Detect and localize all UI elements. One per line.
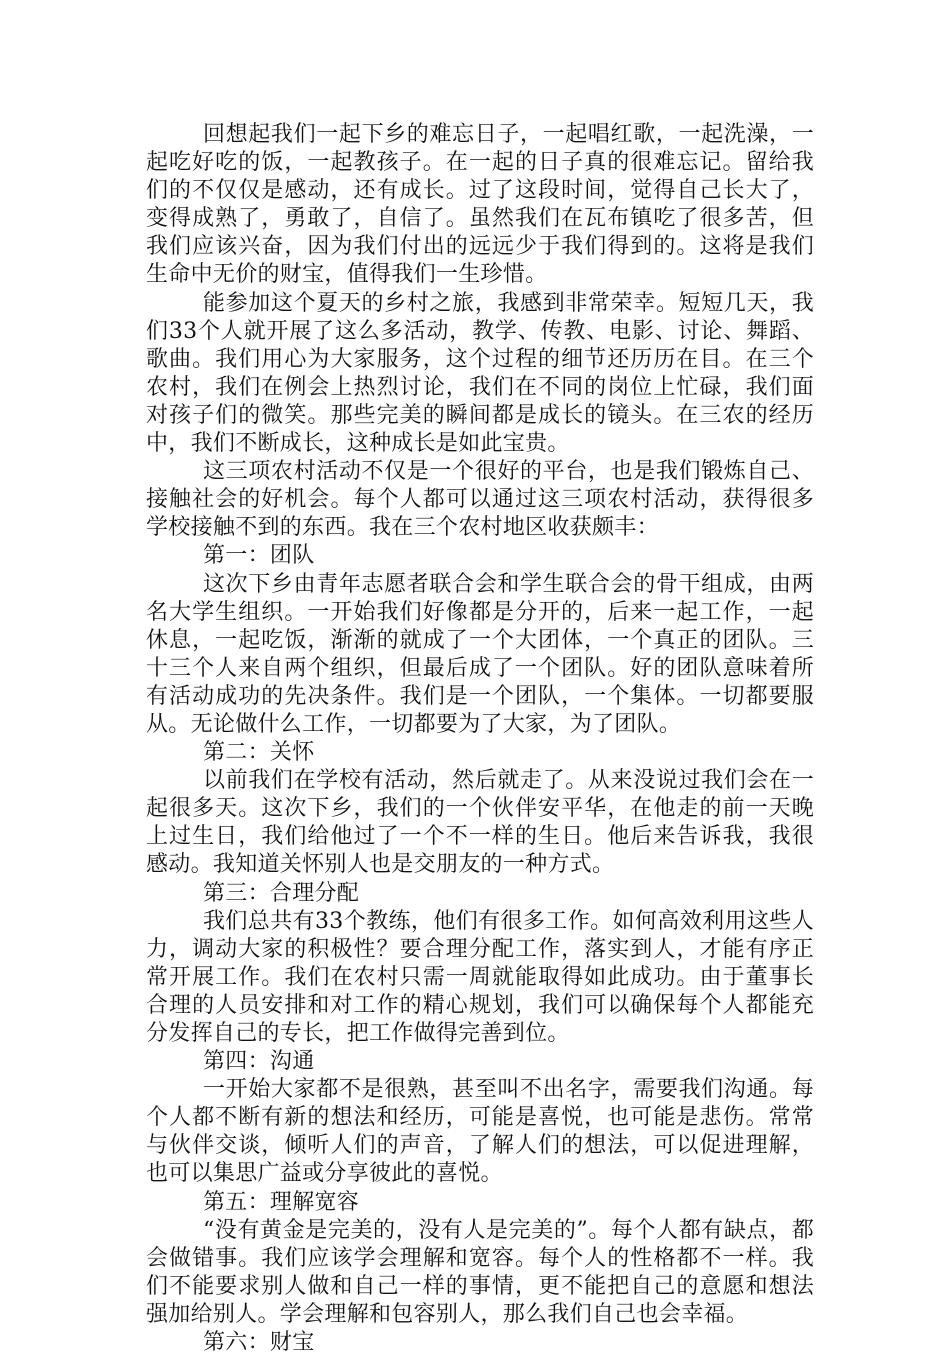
heading-treasure: 第六：财宝: [203, 1330, 315, 1356]
paragraph-care: 以前我们在学校有活动，然后就走了。从来没说过我们会在一起很多天。这次下乡，我们的一个伙伴安平华，在他走的前一天晚上过生日，我们给他过了一个不一样的生日。他后来告诉我，我很感动。我知道关怀别人也是交朋友的一种方式。: [146, 768, 814, 878]
paragraph-communication: 一开始大家都不是很熟，甚至叫不出名字，需要我们沟通。每个人都不断有新的想法和经历，可能是喜悦，也可能是悲伤。常常与伙伴交谈，倾听人们的声音，了解人们的想法，可以促进理解，也可以集思广益或分享彼此的喜悦。: [146, 1077, 814, 1187]
paragraph-reminiscence: 回想起我们一起下乡的难忘日子，一起唱红歌，一起洗澡，一起吃好吃的饭，一起教孩子。在一起的日子真的很难忘记。留给我们的不仅仅是感动，还有成长。过了这段时间，觉得自己长大了，变得成熟了，勇敢了，自信了。虽然我们在瓦布镇吃了很多苦，但我们应该兴奋，因为我们付出的远远少于我们得到的。这将是我们生命中无价的财宝，值得我们一生珍惜。: [146, 122, 814, 288]
heading-tolerance: 第五：理解宽容: [203, 1189, 360, 1215]
paragraph-tolerance: “没有黄金是完美的，没有人是完美的”。每个人都有缺点，都会做错事。我们应该学会理解和宽容。每个人的性格都不一样。我们不能要求别人做和自己一样的事情，更不能把自己的意愿和想法强加给别人。学会理解和包容别人，那么我们自己也会幸福。: [146, 1217, 814, 1327]
heading-allocation: 第三：合理分配: [203, 880, 360, 906]
document-body: [146, 121, 814, 1357]
paragraph-team: 这次下乡由青年志愿者联合会和学生联合会的骨干组成，由两名大学生组织。一开始我们好像都是分开的，后来一起工作，一起休息，一起吃饭，渐渐的就成了一个大团体，一个真正的团队。三十三个人来自两个组织，但最后成了一个团队。好的团队意味着所有活动成功的先决条件。我们是一个团队，一个集体。一切都要服从。无论做什么工作，一切都要为了大家，为了团队。: [146, 571, 814, 737]
heading-team: 第一：团队: [203, 543, 315, 569]
heading-communication: 第四：沟通: [203, 1049, 315, 1075]
paragraph-platform: 这三项农村活动不仅是一个很好的平台，也是我们锻炼自己、接触社会的好机会。每个人都可以通过这三项农村活动，获得很多学校接触不到的东西。我在三个农村地区收获颇丰：: [146, 459, 814, 541]
heading-care: 第二：关怀: [203, 740, 315, 766]
paragraph-allocation: 我们总共有33个教练，他们有很多工作。如何高效利用这些人力，调动大家的积极性？要合理分配工作，落实到人，才能有序正常开展工作。我们在农村只需一周就能取得如此成功。由于董事长合理的人员安排和对工作的精心规划，我们可以确保每个人都能充分发挥自己的专长，把工作做得完善到位。: [146, 908, 814, 1046]
paragraph-honored: 能参加这个夏天的乡村之旅，我感到非常荣幸。短短几天，我们33个人就开展了这么多活动，教学、传教、电影、讨论、舞蹈、歌曲。我们用心为大家服务，这个过程的细节还历历在目。在三个农村，我们在例会上热烈讨论，我们在不同的岗位上忙碌，我们面对孩子们的微笑。那些完美的瞬间都是成长的镜头。在三农的经历中，我们不断成长，这种成长是如此宝贵。: [146, 290, 814, 457]
